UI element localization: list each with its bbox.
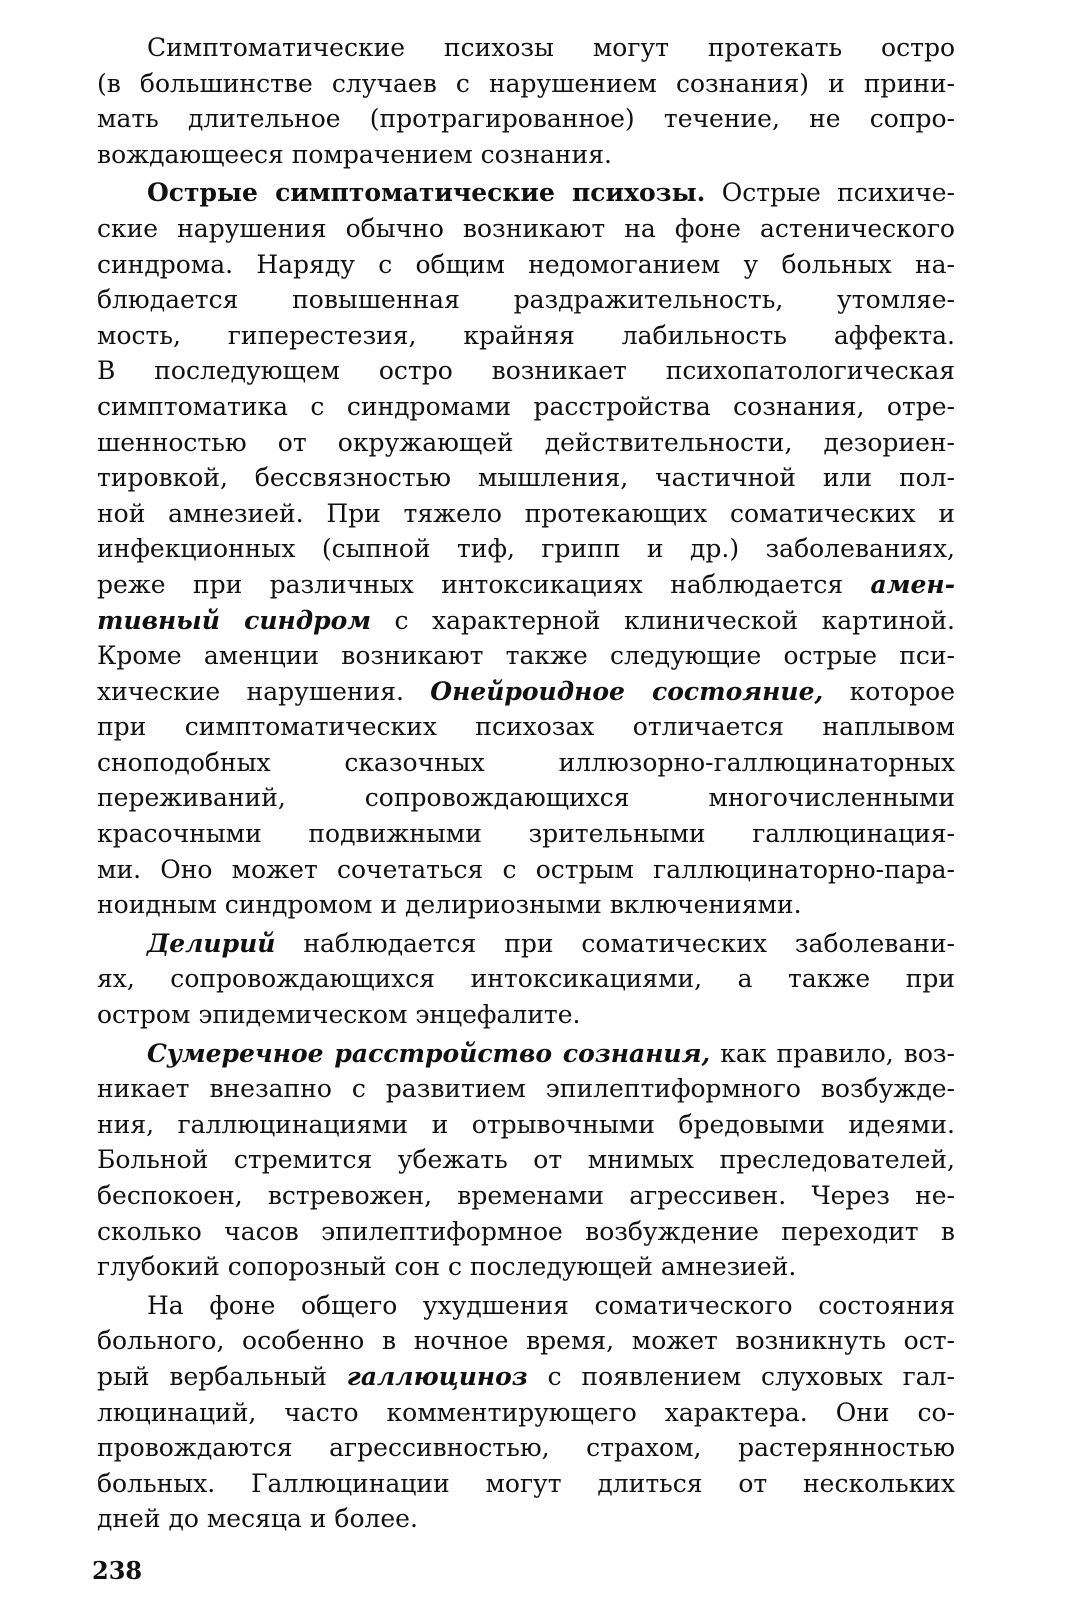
text-line <box>97 247 955 283</box>
text-line <box>97 1036 955 1072</box>
text-line <box>97 137 955 173</box>
text-run: наблюдается при соматических заболевани- <box>275 928 955 958</box>
text-run: блюдается повышенная раздражительность, утомляе- <box>97 285 955 315</box>
text-line <box>97 1323 955 1359</box>
text-run: с характерной клинической картиной. <box>371 605 955 635</box>
text-line <box>97 425 955 461</box>
page-number: 238 <box>92 1556 143 1585</box>
text-run: ноидным синдромом и делириозными включениями. <box>97 890 802 920</box>
text-run: симптоматика с синдромами расстройства сознания, отре- <box>97 391 955 421</box>
text-line <box>97 745 955 781</box>
text-run: рый вербальный <box>97 1361 347 1391</box>
text-run: глубокий сопорозный сон с последующей амнезией. <box>97 1252 797 1282</box>
text-line <box>97 389 955 425</box>
text-run: больных. Галлюцинации могут длиться от нескольких <box>97 1468 955 1498</box>
text-line <box>97 318 955 354</box>
text-line <box>97 709 955 745</box>
text-line <box>97 1107 955 1143</box>
text-run: провождаются агрессивностью, страхом, растерянностью <box>97 1433 955 1463</box>
text-run: вождающееся помрачением сознания. <box>97 139 612 169</box>
text-run: ми. Оно может сочетаться с острым галлюцинаторно-пара- <box>97 854 955 884</box>
text-run: синдрома. Наряду с общим недомоганием у больных на- <box>97 249 955 279</box>
text-run: Острые психиче- <box>705 178 955 208</box>
text-run: дней до месяца и более. <box>97 1504 418 1534</box>
text-run: мость, гиперестезия, крайняя лабильность аффекта. <box>97 320 955 350</box>
text-run: при симптоматических психозах отличается наплывом <box>97 712 955 742</box>
text-run: Симптоматические психозы могут протекать остро <box>147 33 955 62</box>
emphasis-text: Острые симптоматические психозы. <box>147 178 706 208</box>
text-run: ния, галлюцинациями и отрывочными бредовыми идеями. <box>97 1109 955 1139</box>
text-line <box>97 282 955 318</box>
text-run: сколько часов эпилептиформное возбуждение переходит в <box>97 1216 955 1246</box>
text-line <box>97 496 955 532</box>
text-line <box>97 926 955 962</box>
text-run: с появлением слуховых гал- <box>527 1361 955 1391</box>
text-line <box>97 30 955 66</box>
emphasis-text: галлюциноз <box>346 1361 528 1391</box>
text-line <box>97 961 955 997</box>
text-line <box>97 66 955 102</box>
text-line <box>97 674 955 710</box>
text-run: переживаний, сопровождающихся многочисленными <box>97 783 955 813</box>
text-run: мать длительное (протрагированное) течение, не сопро- <box>97 104 955 134</box>
text-line <box>97 1430 955 1466</box>
body-text <box>97 30 955 1537</box>
text-line <box>97 567 955 603</box>
text-line <box>97 887 955 923</box>
emphasis-text: тивный синдром <box>97 605 372 635</box>
text-line <box>97 175 955 211</box>
text-line <box>97 1178 955 1214</box>
text-run: На фоне общего ухудшения соматического состояния <box>147 1290 955 1320</box>
text-run: никает внезапно с развитием эпилептиформного возбужде- <box>97 1074 955 1104</box>
text-line <box>97 603 955 639</box>
text-line <box>97 997 955 1033</box>
text-run: сноподобных сказочных иллюзорно-галлюцинаторных <box>97 747 955 777</box>
text-run: В последующем остро возникает психопатологическая <box>97 356 955 386</box>
text-line <box>97 1214 955 1250</box>
text-run: шенностью от окружающей действительности, дезориен- <box>97 427 955 457</box>
text-line <box>97 353 955 389</box>
text-line <box>97 816 955 852</box>
text-line <box>97 101 955 137</box>
text-line <box>97 1466 955 1502</box>
text-run: тировкой, бессвязностью мышления, частичной или пол- <box>97 463 955 493</box>
text-run: ях, сопровождающихся интоксикациями, а также при <box>97 964 955 994</box>
text-line <box>97 638 955 674</box>
text-line <box>97 460 955 496</box>
text-run: беспокоен, встревожен, временами агрессивен. Через не- <box>97 1181 955 1210</box>
text-run: красочными подвижными зрительными галлюцинация- <box>97 819 955 849</box>
emphasis-text: амен- <box>870 569 955 599</box>
text-line <box>97 1395 955 1431</box>
emphasis-text: Делирий <box>147 928 276 958</box>
text-run: как правило, воз- <box>710 1038 955 1068</box>
text-run: Кроме аменции возникают также следующие острые пси- <box>97 641 955 671</box>
text-run: люцинаций, часто комментирующего характера. Они со- <box>97 1397 955 1427</box>
text-run: ной амнезией. При тяжело протекающих соматических и <box>97 498 955 528</box>
text-line <box>97 1288 955 1324</box>
text-run: инфекционных (сыпной тиф, грипп и др.) заболеваниях, <box>97 534 955 564</box>
text-run: остром эпидемическом энцефалите. <box>97 1000 581 1030</box>
emphasis-text: Онейроидное состояние, <box>430 676 824 706</box>
emphasis-text: Сумеречное расстройство сознания, <box>147 1038 711 1068</box>
text-run: ские нарушения обычно возникают на фоне астенического <box>97 213 955 243</box>
text-run: (в большинстве случаев с нарушением сознания) и прини- <box>97 68 955 98</box>
text-line <box>97 1359 955 1395</box>
text-line <box>97 1501 955 1537</box>
text-run: которое <box>823 676 955 706</box>
text-run: реже при различных интоксикациях наблюдается <box>97 569 871 599</box>
text-run: больного, особенно в ночное время, может возникнуть ост- <box>97 1326 955 1356</box>
text-line <box>97 1249 955 1285</box>
text-run: хические нарушения. <box>97 676 431 706</box>
text-line <box>97 852 955 888</box>
text-line <box>97 531 955 567</box>
text-run: Больной стремится убежать от мнимых преследователей, <box>97 1145 955 1175</box>
text-line <box>97 211 955 247</box>
text-line <box>97 1071 955 1107</box>
text-line <box>97 1142 955 1178</box>
text-line <box>97 780 955 816</box>
